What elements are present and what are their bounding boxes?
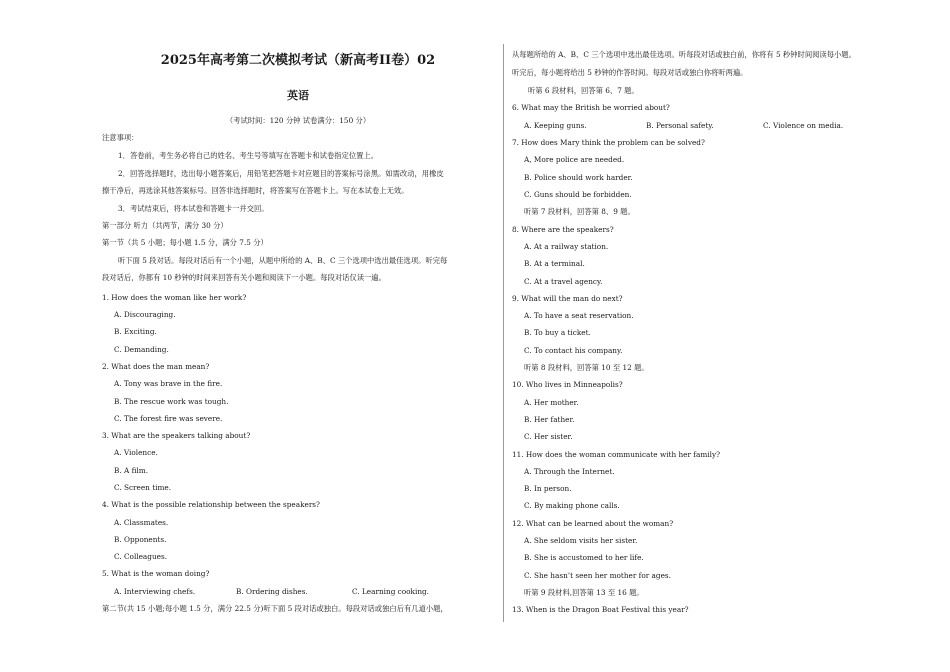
question-7-option-b: B. Police should work harder. [524,173,633,182]
question-10-option-c: C. Her sister. [524,432,573,441]
exam-title: 2025年高考第二次模拟考试（新高考II卷）02 [160,53,436,68]
question-8-option-c: C. At a travel agency. [524,277,603,286]
question-12-option-a: A. She seldom visits her sister. [524,536,638,545]
question-6-option-b: B. Personal safety. [646,121,714,130]
question-5-option-c: C. Learning cooking. [352,587,430,596]
question-11-option-b: B. In person. [524,484,572,493]
question-11-option-c: C. By making phone calls. [524,501,620,510]
question-3-option-a: A. Violence. [114,448,158,457]
question-13-stem: 13. When is the Dragon Boat Festival this year? [512,605,689,614]
material-7-note: 听第 7 段材料，回答第 8、9 题。 [524,207,635,216]
question-3-option-b: B. A film. [114,466,149,475]
question-2-option-c: C. The forest fire was severe. [114,414,223,423]
question-1-option-a: A. Discouraging. [114,310,176,319]
question-8-stem: 8. Where are the speakers? [512,225,614,234]
question-6-option-a: A. Keeping guns. [524,121,587,130]
note-1: 1．答卷前，考生务必将自己的姓名、考生号等填写在答题卡和试卷指定位置上。 [118,151,379,160]
question-3-stem: 3. What are the speakers talking about? [102,431,251,440]
question-7-stem: 7. How does Mary think the problem can be solved? [512,138,705,147]
question-3-option-c: C. Screen time. [114,483,172,492]
question-7-option-c: C. Guns should be forbidden. [524,190,632,199]
question-4-option-b: B. Opponents. [114,535,167,544]
section1-instructions-2: 段对话后，你都有 10 秒钟的时间来回答有关小题和阅读下一小题。每段对话仅读一遍。 [102,273,386,282]
question-6-options [512,121,932,131]
question-8-option-b: B. At a terminal. [524,259,585,268]
part1-heading: 第一部分 听力（共两节，满分 30 分） [102,221,228,230]
subject-title: 英语 [287,89,309,102]
question-5-options [102,587,494,597]
section2-instructions-3: 听完后，每小题将给出 5 秒钟的作答时间。每段对话或独白你将听两遍。 [512,68,748,77]
section2-instructions-1: 第二节(共 15 小题;每小题 1.5 分，满分 22.5 分)听下面 5 段对话或独白。每段对话或独白后有几道小题， [102,604,448,613]
question-4-option-c: C. Colleagues. [114,552,168,561]
question-4-option-a: A. Classmates. [114,518,169,527]
material-6-note: 听第 6 段材料，回答第 6、7 题。 [528,86,639,95]
material-9-note: 听第 9 段材料,回答第 13 至 16 题。 [524,588,644,597]
question-9-option-b: B. To buy a ticket. [524,328,591,337]
question-5-stem: 5. What is the woman doing? [102,569,210,578]
note-2-line-2: 擦干净后，再选涂其他答案标号。回答非选择题时，将答案写在答题卡上。写在本试卷上无效。 [102,186,409,195]
question-11-stem: 11. How does the woman communicate with her family? [512,450,720,459]
question-1-option-c: C. Demanding. [114,345,169,354]
question-12-option-c: C. She hasn’t seen her mother for ages. [524,571,671,580]
question-11-option-a: A. Through the Internet. [524,467,615,476]
question-9-option-a: A. To have a seat reservation. [524,311,634,320]
question-6-stem: 6. What may the British be worried about? [512,103,670,112]
question-10-option-a: A. Her mother. [524,398,579,407]
section2-instructions-2: 从每题所给的 A、B、C 三个选项中选出最佳选项。听每段对话或独白前，你将有 5 秒钟时间阅读每小题。 [512,50,856,59]
notes-heading: 注意事项： [102,133,139,142]
exam-info: （考试时间：120 分钟 试卷满分：150 分） [225,116,371,125]
question-2-option-a: A. Tony was brave in the fire. [114,379,223,388]
column-divider [503,44,504,622]
question-2-stem: 2. What does the man mean? [102,362,210,371]
question-9-option-c: C. To contact his company. [524,346,623,355]
material-8-note: 听第 8 段材料，回答第 10 至 12 题。 [524,363,649,372]
note-2-line-1: 2．回答选择题时，选出每小题答案后，用铅笔把答题卡对应题目的答案标号涂黑。如需改动，用橡皮 [118,169,444,178]
question-8-option-a: A. At a railway station. [524,242,609,251]
question-4-stem: 4. What is the possible relationship between the speakers? [102,500,320,509]
question-1-option-b: B. Exciting. [114,327,157,336]
question-12-stem: 12. What can be learned about the woman? [512,519,674,528]
question-1-stem: 1. How does the woman like her work? [102,293,247,302]
question-6-option-c: C. Violence on media. [763,121,844,130]
question-5-option-b: B. Ordering dishes. [236,587,308,596]
question-7-option-a: A, More police are needed. [524,155,625,164]
question-10-option-b: B. Her father. [524,415,575,424]
question-9-stem: 9. What will the man do next? [512,294,623,303]
question-5-option-a: A. Interviewing chefs. [114,587,196,596]
note-3: 3．考试结束后，将本试卷和答题卡一并交回。 [118,204,269,213]
section1-instructions-1: 听下面 5 段对话。每段对话后有一个小题，从题中所给的 A、B、C 三个选项中选出最佳选项。听完每 [118,256,448,265]
question-2-option-b: B. The rescue work was tough. [114,397,229,406]
section1-heading: 第一节（共 5 小题；每小题 1.5 分，满分 7.5 分） [102,238,268,247]
question-10-stem: 10. Who lives in Minneapolis? [512,380,623,389]
question-12-option-b: B. She is accustomed to her life. [524,553,644,562]
